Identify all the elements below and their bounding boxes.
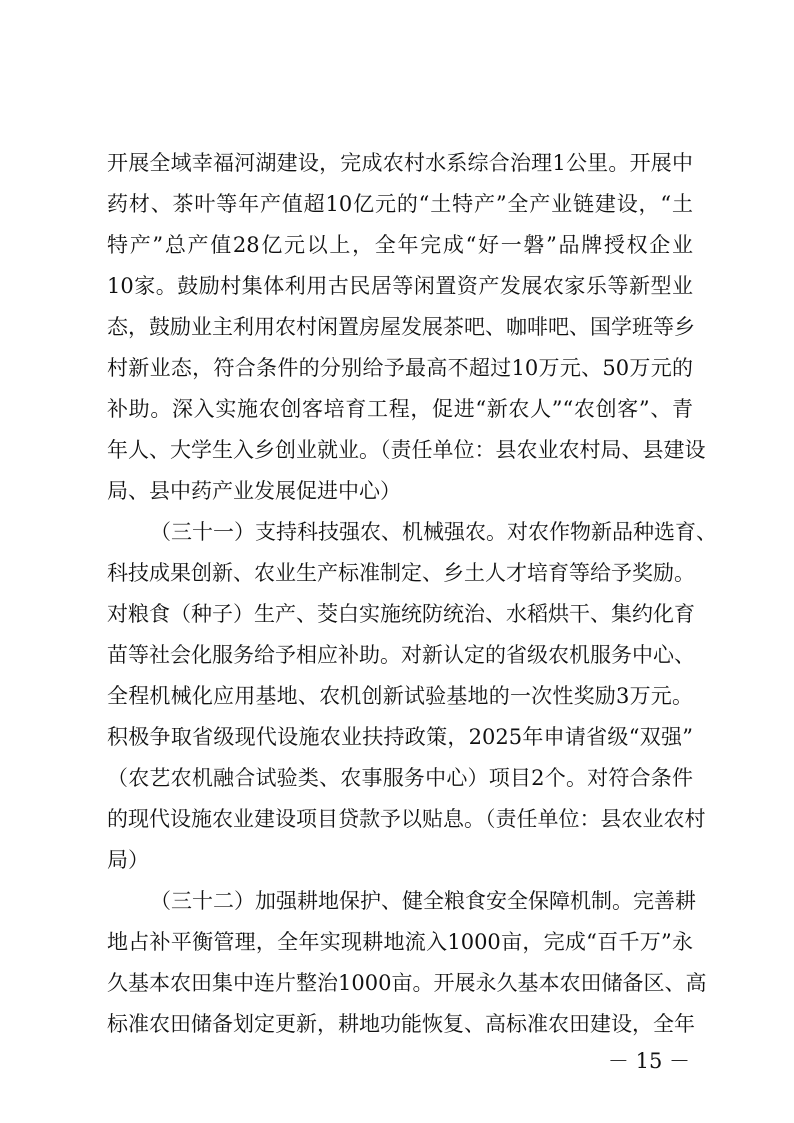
body-text-line: 年人、大学生入乡创业就业。（责任单位：县农业农村局、县建设 bbox=[107, 438, 706, 462]
body-text-line: 的现代设施农业建设项目贷款予以贴息。（责任单位：县农业农村 bbox=[107, 807, 706, 831]
body-text-line: 积极争取省级现代设施农业扶持政策，2025年申请省级“双强” bbox=[107, 725, 693, 749]
body-text-line: 全程机械化应用基地、农机创新试验基地的一次性奖励3万元。 bbox=[107, 684, 693, 708]
body-text-line: 补助。深入实施农创客培育工程，促进“新农人”“农创客”、青 bbox=[107, 397, 693, 421]
body-text-line: 标准农田储备划定更新，耕地功能恢复、高标准农田建设，全年 bbox=[107, 1012, 695, 1036]
section-heading-line: （三十二）加强耕地保护、健全粮食安全保障机制。完善耕 bbox=[150, 889, 696, 913]
section-heading-line: （三十一）支持科技强农、机械强农。对农作物新品种选育、 bbox=[150, 520, 717, 544]
body-text-line: 局） bbox=[107, 848, 149, 872]
body-text-line: 态，鼓励业主利用农村闲置房屋发展茶吧、咖啡吧、国学班等乡 bbox=[107, 315, 695, 339]
body-text-line: 村新业态，符合条件的分别给予最高不超过10万元、50万元的 bbox=[107, 356, 693, 380]
body-text-line: 特产”总产值28亿元以上，全年完成“好一磐”品牌授权企业 bbox=[107, 233, 693, 257]
body-text-line: 局、县中药产业发展促进中心） bbox=[107, 479, 401, 503]
body-text-line: 地占补平衡管理，全年实现耕地流入1000亩，完成“百千万”永 bbox=[107, 930, 693, 954]
body-text-line: 药材、茶叶等年产值超10亿元的“土特产”全产业链建设，“土 bbox=[107, 192, 693, 216]
body-text-line: 对粮食（种子）生产、茭白实施统防统治、水稻烘干、集约化育 bbox=[107, 602, 695, 626]
body-text-line: 久基本农田集中连片整治1000亩。开展永久基本农田储备区、高 bbox=[107, 971, 707, 995]
body-text-line: （农艺农机融合试验类、农事服务中心）项目2个。对符合条件 bbox=[107, 766, 693, 790]
body-text-line: 科技成果创新、农业生产标准制定、乡土人才培育等给予奖励。 bbox=[107, 561, 695, 585]
body-text-line: 10家。鼓励村集体利用古民居等闲置资产发展农家乐等新型业 bbox=[107, 274, 693, 298]
page-number: － 15 － bbox=[607, 1049, 690, 1073]
body-text-line: 开展全域幸福河湖建设，完成农村水系综合治理1公里。开展中 bbox=[107, 151, 693, 175]
body-text-line: 苗等社会化服务给予相应补助。对新认定的省级农机服务中心、 bbox=[107, 643, 695, 667]
